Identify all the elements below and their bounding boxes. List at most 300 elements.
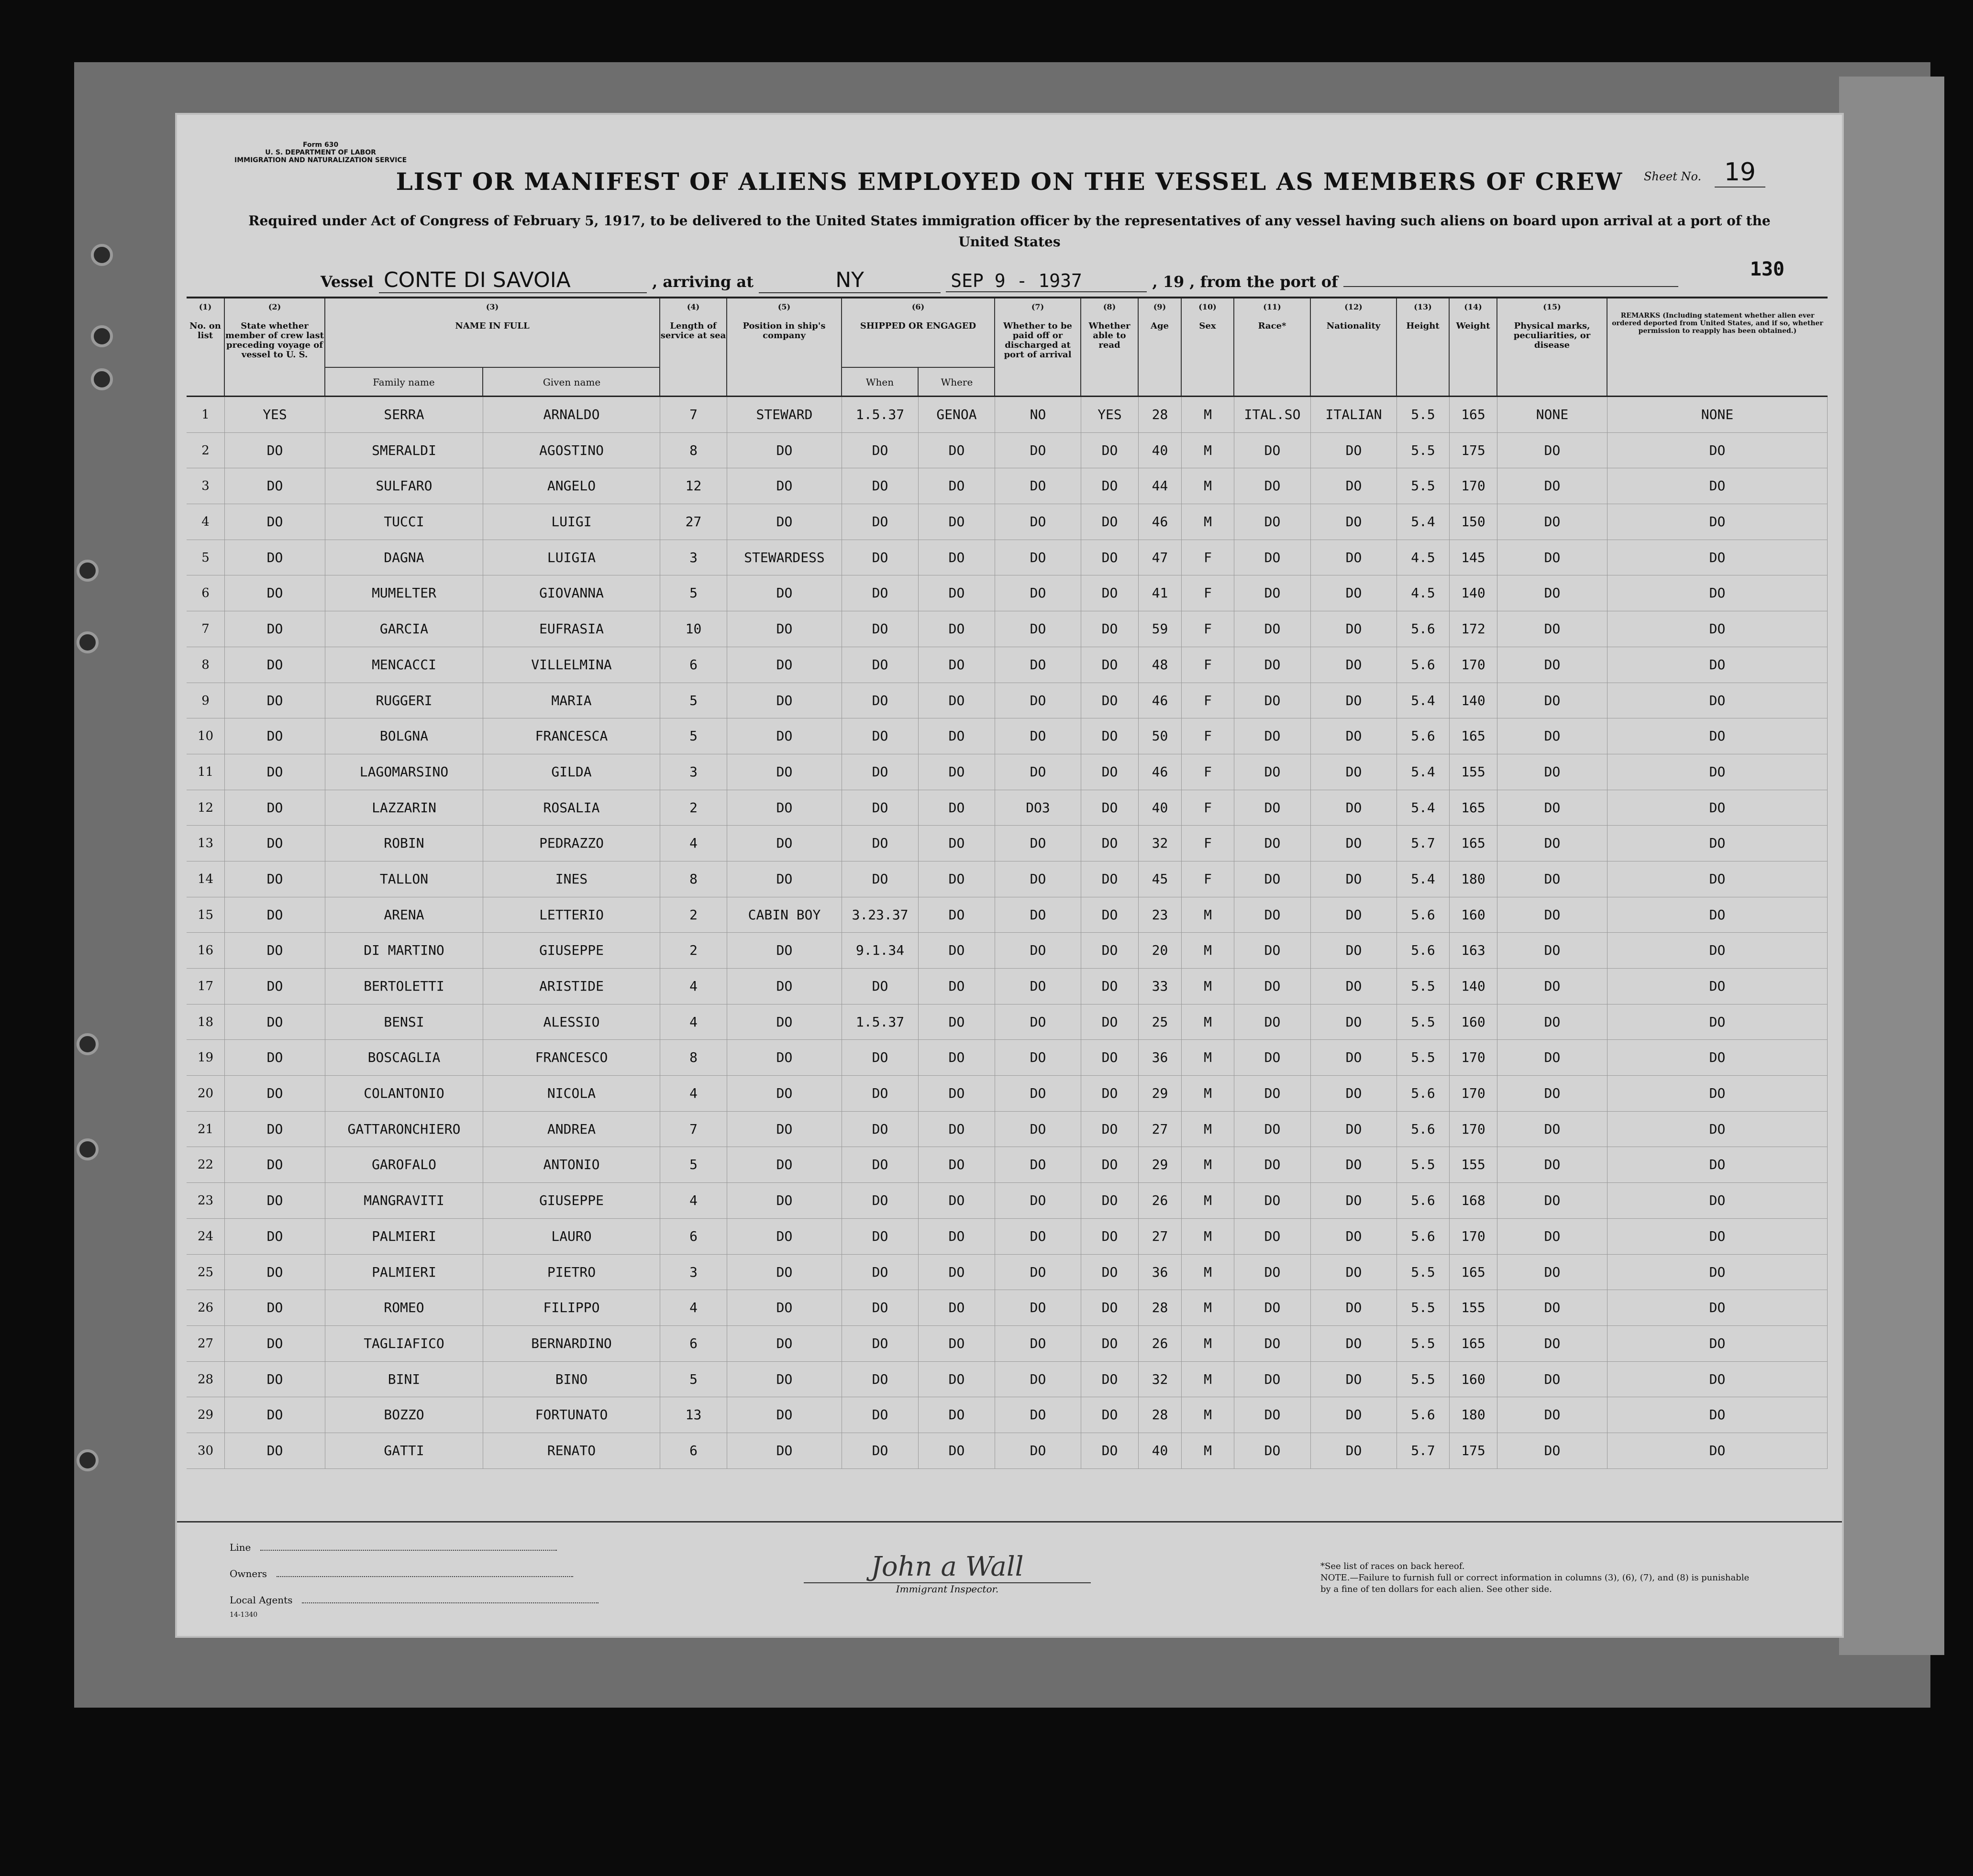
cell-nationality: DO bbox=[1311, 611, 1397, 647]
cell-shipped-where: DO bbox=[919, 933, 995, 968]
cell-position: DO bbox=[727, 504, 842, 540]
footer-notes bbox=[1320, 1561, 1761, 1595]
cell-nationality: DO bbox=[1311, 1183, 1397, 1218]
cell-weight: 165 bbox=[1450, 1255, 1497, 1290]
cell-weight: 170 bbox=[1450, 468, 1497, 504]
cell-age: 28 bbox=[1139, 1290, 1182, 1325]
cell-remarks: DO bbox=[1607, 1219, 1828, 1254]
cell-shipped-when: DO bbox=[842, 1147, 919, 1182]
cell-service-length: 12 bbox=[660, 468, 727, 504]
cell-age: 32 bbox=[1139, 826, 1182, 861]
cell-row-number: 29 bbox=[187, 1397, 225, 1433]
cell-last-voyage: DO bbox=[225, 1112, 325, 1147]
shipped-subheaders bbox=[842, 367, 994, 396]
col-header-height: (13) Height bbox=[1397, 298, 1450, 396]
cell-race: DO bbox=[1234, 1040, 1311, 1075]
cell-row-number: 9 bbox=[187, 683, 225, 718]
cell-row-number: 23 bbox=[187, 1183, 225, 1218]
cell-weight: 170 bbox=[1450, 1076, 1497, 1111]
cell-physical-marks: DO bbox=[1497, 933, 1607, 968]
col-header-weight: (14) Weight bbox=[1450, 298, 1497, 396]
cell-race: DO bbox=[1234, 1326, 1311, 1361]
cell-paid-off: DO bbox=[995, 1397, 1081, 1433]
cell-race: DO bbox=[1234, 611, 1311, 647]
col-header-paid-off: (7) Whether to be paid off or discharged at port of arrival bbox=[995, 298, 1081, 396]
vessel-label: Vessel bbox=[321, 273, 374, 291]
cell-family-name: GATTI bbox=[325, 1433, 483, 1468]
table-row bbox=[187, 611, 1828, 647]
cell-remarks: DO bbox=[1607, 1004, 1828, 1040]
cell-shipped-where: DO bbox=[919, 861, 995, 897]
cell-row-number: 24 bbox=[187, 1219, 225, 1254]
cell-given-name: EUFRASIA bbox=[483, 611, 660, 647]
cell-row-number: 8 bbox=[187, 647, 225, 683]
cell-nationality: DO bbox=[1311, 933, 1397, 968]
cell-given-name: LUIGI bbox=[483, 504, 660, 540]
sheet-label: Sheet No. bbox=[1643, 170, 1702, 183]
cell-given-name: PIETRO bbox=[483, 1255, 660, 1290]
cell-sex: M bbox=[1182, 1362, 1234, 1397]
cell-nationality: DO bbox=[1311, 969, 1397, 1004]
name-subheaders bbox=[325, 367, 659, 396]
cell-race: DO bbox=[1234, 754, 1311, 790]
cell-sex: M bbox=[1182, 1004, 1234, 1040]
cell-paid-off: DO bbox=[995, 611, 1081, 647]
cell-paid-off: DO bbox=[995, 1076, 1081, 1111]
cell-paid-off: DO3 bbox=[995, 790, 1081, 826]
cell-age: 26 bbox=[1139, 1326, 1182, 1361]
cell-physical-marks: DO bbox=[1497, 1362, 1607, 1397]
table-row bbox=[187, 1076, 1828, 1112]
cell-shipped-where: DO bbox=[919, 718, 995, 754]
cell-shipped-when: DO bbox=[842, 1112, 919, 1147]
cell-paid-off: DO bbox=[995, 718, 1081, 754]
cell-age: 36 bbox=[1139, 1255, 1182, 1290]
cell-shipped-where: DO bbox=[919, 540, 995, 575]
table-row bbox=[187, 861, 1828, 897]
cell-position: DO bbox=[727, 1112, 842, 1147]
table-row bbox=[187, 1219, 1828, 1255]
cell-remarks: DO bbox=[1607, 1362, 1828, 1397]
cell-service-length: 6 bbox=[660, 1326, 727, 1361]
cell-shipped-where: DO bbox=[919, 1112, 995, 1147]
cell-row-number: 20 bbox=[187, 1076, 225, 1111]
cell-age: 45 bbox=[1139, 861, 1182, 897]
cell-able-to-read: DO bbox=[1081, 433, 1139, 468]
cell-weight: 172 bbox=[1450, 611, 1497, 647]
cell-weight: 170 bbox=[1450, 1112, 1497, 1147]
cell-position: DO bbox=[727, 933, 842, 968]
cell-age: 28 bbox=[1139, 397, 1182, 432]
cell-shipped-where: DO bbox=[919, 1362, 995, 1397]
cell-race: DO bbox=[1234, 1147, 1311, 1182]
table-header bbox=[187, 297, 1828, 397]
cell-physical-marks: DO bbox=[1497, 468, 1607, 504]
cell-height: 5.6 bbox=[1397, 718, 1450, 754]
cell-service-length: 5 bbox=[660, 718, 727, 754]
cell-shipped-where: DO bbox=[919, 611, 995, 647]
cell-paid-off: DO bbox=[995, 1147, 1081, 1182]
cell-row-number: 14 bbox=[187, 861, 225, 897]
cell-family-name: LAGOMARSINO bbox=[325, 754, 483, 790]
cell-age: 26 bbox=[1139, 1183, 1182, 1218]
cell-position: DO bbox=[727, 826, 842, 861]
cell-height: 5.4 bbox=[1397, 504, 1450, 540]
cell-paid-off: DO bbox=[995, 1183, 1081, 1218]
cell-weight: 145 bbox=[1450, 540, 1497, 575]
cell-height: 5.6 bbox=[1397, 1219, 1450, 1254]
cell-weight: 160 bbox=[1450, 1004, 1497, 1040]
cell-last-voyage: DO bbox=[225, 1362, 325, 1397]
cell-able-to-read: DO bbox=[1081, 1362, 1139, 1397]
cell-family-name: BOZZO bbox=[325, 1397, 483, 1433]
cell-nationality: DO bbox=[1311, 683, 1397, 718]
cell-given-name: LAURO bbox=[483, 1219, 660, 1254]
cell-shipped-when: DO bbox=[842, 1290, 919, 1325]
cell-able-to-read: DO bbox=[1081, 754, 1139, 790]
cell-service-length: 13 bbox=[660, 1397, 727, 1433]
col-header-able-to-read: (8) Whether able to read bbox=[1081, 298, 1139, 396]
punch-hole bbox=[77, 631, 99, 653]
cell-sex: M bbox=[1182, 1219, 1234, 1254]
form-number: Form 630 bbox=[302, 141, 339, 149]
cell-family-name: SULFARO bbox=[325, 468, 483, 504]
cell-race: DO bbox=[1234, 718, 1311, 754]
cell-given-name: INES bbox=[483, 861, 660, 897]
col-header-service-length: (4) Length of service at sea bbox=[660, 298, 727, 396]
punch-hole bbox=[91, 325, 113, 347]
cell-height: 5.4 bbox=[1397, 754, 1450, 790]
cell-physical-marks: NONE bbox=[1497, 397, 1607, 432]
cell-remarks: DO bbox=[1607, 1255, 1828, 1290]
cell-remarks: DO bbox=[1607, 1040, 1828, 1075]
cell-height: 5.7 bbox=[1397, 1433, 1450, 1468]
col-header-remarks: REMARKS (Including statement whether alien ever ordered deported from United States, and if so, whether permission to reapply has been obtained.) bbox=[1612, 312, 1823, 335]
cell-given-name: RENATO bbox=[483, 1433, 660, 1468]
cell-height: 5.6 bbox=[1397, 647, 1450, 683]
cell-age: 28 bbox=[1139, 1397, 1182, 1433]
cell-weight: 180 bbox=[1450, 1397, 1497, 1433]
cell-shipped-when: 3.23.37 bbox=[842, 897, 919, 933]
from-port-value bbox=[1343, 286, 1678, 287]
cell-nationality: DO bbox=[1311, 504, 1397, 540]
cell-row-number: 22 bbox=[187, 1147, 225, 1182]
cell-able-to-read: DO bbox=[1081, 1290, 1139, 1325]
cell-remarks: DO bbox=[1607, 683, 1828, 718]
cell-height: 5.6 bbox=[1397, 1397, 1450, 1433]
cell-family-name: GAROFALO bbox=[325, 1147, 483, 1182]
cell-age: 46 bbox=[1139, 683, 1182, 718]
table-row bbox=[187, 933, 1828, 969]
from-port-label: , from the port of bbox=[1189, 273, 1338, 291]
cell-service-length: 3 bbox=[660, 754, 727, 790]
cell-row-number: 11 bbox=[187, 754, 225, 790]
cell-shipped-when: 9.1.34 bbox=[842, 933, 919, 968]
cell-nationality: DO bbox=[1311, 1362, 1397, 1397]
cell-position: CABIN BOY bbox=[727, 897, 842, 933]
arrival-date-stamp: SEP 9 - 1937 bbox=[946, 270, 1147, 292]
cell-paid-off: DO bbox=[995, 468, 1081, 504]
cell-shipped-where: DO bbox=[919, 754, 995, 790]
cell-paid-off: NO bbox=[995, 397, 1081, 432]
cell-height: 5.5 bbox=[1397, 1362, 1450, 1397]
cell-last-voyage: DO bbox=[225, 647, 325, 683]
cell-remarks: DO bbox=[1607, 1326, 1828, 1361]
cell-age: 48 bbox=[1139, 647, 1182, 683]
cell-able-to-read: DO bbox=[1081, 1040, 1139, 1075]
cell-service-length: 6 bbox=[660, 1433, 727, 1468]
cell-weight: 165 bbox=[1450, 718, 1497, 754]
cell-shipped-where: DO bbox=[919, 468, 995, 504]
cell-race: DO bbox=[1234, 683, 1311, 718]
cell-able-to-read: DO bbox=[1081, 861, 1139, 897]
cell-race: DO bbox=[1234, 1004, 1311, 1040]
cell-race: DO bbox=[1234, 790, 1311, 826]
cell-paid-off: DO bbox=[995, 826, 1081, 861]
cell-family-name: TAGLIAFICO bbox=[325, 1326, 483, 1361]
cell-age: 25 bbox=[1139, 1004, 1182, 1040]
cell-row-number: 10 bbox=[187, 718, 225, 754]
cell-sex: F bbox=[1182, 826, 1234, 861]
cell-remarks: DO bbox=[1607, 897, 1828, 933]
cell-service-length: 3 bbox=[660, 1255, 727, 1290]
cell-remarks: DO bbox=[1607, 504, 1828, 540]
cell-race: DO bbox=[1234, 504, 1311, 540]
cell-position: DO bbox=[727, 433, 842, 468]
cell-height: 5.4 bbox=[1397, 861, 1450, 897]
cell-last-voyage: DO bbox=[225, 433, 325, 468]
cell-sex: F bbox=[1182, 575, 1234, 611]
cell-race: DO bbox=[1234, 433, 1311, 468]
cell-remarks: DO bbox=[1607, 826, 1828, 861]
cell-race: DO bbox=[1234, 1255, 1311, 1290]
col-header-shipped: (6) SHIPPED OR ENGAGED When Where bbox=[842, 298, 995, 396]
cell-race: DO bbox=[1234, 540, 1311, 575]
service-name: IMMIGRATION AND NATURALIZATION SERVICE bbox=[234, 156, 407, 164]
cell-given-name: PEDRAZZO bbox=[483, 826, 660, 861]
cell-given-name: MARIA bbox=[483, 683, 660, 718]
cell-age: 46 bbox=[1139, 754, 1182, 790]
cell-row-number: 2 bbox=[187, 433, 225, 468]
manifest-footer bbox=[177, 1521, 1842, 1636]
cell-nationality: DO bbox=[1311, 468, 1397, 504]
cell-age: 29 bbox=[1139, 1147, 1182, 1182]
cell-weight: 170 bbox=[1450, 647, 1497, 683]
cell-paid-off: DO bbox=[995, 575, 1081, 611]
cell-sex: F bbox=[1182, 611, 1234, 647]
cell-row-number: 5 bbox=[187, 540, 225, 575]
cell-row-number: 3 bbox=[187, 468, 225, 504]
table-row bbox=[187, 897, 1828, 933]
table-row bbox=[187, 1326, 1828, 1362]
cell-nationality: DO bbox=[1311, 790, 1397, 826]
cell-shipped-when: DO bbox=[842, 969, 919, 1004]
cell-weight: 163 bbox=[1450, 933, 1497, 968]
cell-sex: M bbox=[1182, 504, 1234, 540]
cell-weight: 140 bbox=[1450, 683, 1497, 718]
cell-race: DO bbox=[1234, 1076, 1311, 1111]
cell-row-number: 25 bbox=[187, 1255, 225, 1290]
cell-shipped-where: DO bbox=[919, 1255, 995, 1290]
cell-physical-marks: DO bbox=[1497, 540, 1607, 575]
cell-remarks: DO bbox=[1607, 1433, 1828, 1468]
cell-service-length: 3 bbox=[660, 540, 727, 575]
cell-given-name: VILLELMINA bbox=[483, 647, 660, 683]
cell-service-length: 8 bbox=[660, 433, 727, 468]
cell-row-number: 6 bbox=[187, 575, 225, 611]
cell-service-length: 4 bbox=[660, 1004, 727, 1040]
cell-weight: 180 bbox=[1450, 861, 1497, 897]
cell-row-number: 28 bbox=[187, 1362, 225, 1397]
cell-physical-marks: DO bbox=[1497, 1040, 1607, 1075]
cell-remarks: DO bbox=[1607, 647, 1828, 683]
cell-height: 5.5 bbox=[1397, 1326, 1450, 1361]
cell-shipped-when: DO bbox=[842, 1040, 919, 1075]
cell-service-length: 5 bbox=[660, 1362, 727, 1397]
cell-nationality: DO bbox=[1311, 1255, 1397, 1290]
cell-position: DO bbox=[727, 1147, 842, 1182]
arriving-label: , arriving at bbox=[652, 273, 754, 291]
cell-shipped-where: DO bbox=[919, 1147, 995, 1182]
punch-hole bbox=[91, 244, 113, 266]
cell-shipped-when: DO bbox=[842, 540, 919, 575]
cell-weight: 150 bbox=[1450, 504, 1497, 540]
cell-able-to-read: DO bbox=[1081, 1433, 1139, 1468]
cell-nationality: DO bbox=[1311, 1290, 1397, 1325]
cell-family-name: TUCCI bbox=[325, 504, 483, 540]
cell-physical-marks: DO bbox=[1497, 1076, 1607, 1111]
cell-paid-off: DO bbox=[995, 683, 1081, 718]
cell-remarks: DO bbox=[1607, 1147, 1828, 1182]
cell-position: DO bbox=[727, 1326, 842, 1361]
cell-able-to-read: DO bbox=[1081, 969, 1139, 1004]
cell-service-length: 5 bbox=[660, 575, 727, 611]
cell-given-name: BERNARDINO bbox=[483, 1326, 660, 1361]
cell-row-number: 4 bbox=[187, 504, 225, 540]
cell-last-voyage: DO bbox=[225, 718, 325, 754]
cell-row-number: 17 bbox=[187, 969, 225, 1004]
table-row bbox=[187, 575, 1828, 611]
cell-position: STEWARDESS bbox=[727, 540, 842, 575]
cell-paid-off: DO bbox=[995, 504, 1081, 540]
cell-shipped-when: DO bbox=[842, 1362, 919, 1397]
cell-race: DO bbox=[1234, 861, 1311, 897]
cell-physical-marks: DO bbox=[1497, 611, 1607, 647]
cell-position: DO bbox=[727, 1004, 842, 1040]
cell-row-number: 13 bbox=[187, 826, 225, 861]
col-header-age: (9) Age bbox=[1139, 298, 1182, 396]
cell-height: 4.5 bbox=[1397, 540, 1450, 575]
cell-shipped-where: DO bbox=[919, 575, 995, 611]
cell-shipped-when: DO bbox=[842, 1183, 919, 1218]
cell-remarks: DO bbox=[1607, 1076, 1828, 1111]
cell-paid-off: DO bbox=[995, 861, 1081, 897]
cell-physical-marks: DO bbox=[1497, 1004, 1607, 1040]
cell-last-voyage: DO bbox=[225, 1326, 325, 1361]
cell-shipped-where: DO bbox=[919, 897, 995, 933]
cell-family-name: RUGGERI bbox=[325, 683, 483, 718]
cell-remarks: DO bbox=[1607, 1397, 1828, 1433]
cell-nationality: DO bbox=[1311, 1040, 1397, 1075]
cell-shipped-where: DO bbox=[919, 504, 995, 540]
col-header-no: (1) No. on list bbox=[187, 298, 225, 396]
table-row bbox=[187, 540, 1828, 576]
cell-shipped-where: DO bbox=[919, 1076, 995, 1111]
cell-age: 41 bbox=[1139, 575, 1182, 611]
cell-last-voyage: DO bbox=[225, 969, 325, 1004]
cell-last-voyage: DO bbox=[225, 1433, 325, 1468]
cell-able-to-read: DO bbox=[1081, 718, 1139, 754]
cell-sex: M bbox=[1182, 1112, 1234, 1147]
cell-height: 5.4 bbox=[1397, 790, 1450, 826]
cell-row-number: 21 bbox=[187, 1112, 225, 1147]
table-row bbox=[187, 647, 1828, 683]
cell-shipped-when: DO bbox=[842, 1326, 919, 1361]
cell-weight: 170 bbox=[1450, 1040, 1497, 1075]
cell-weight: 155 bbox=[1450, 754, 1497, 790]
cell-height: 5.4 bbox=[1397, 683, 1450, 718]
cell-race: DO bbox=[1234, 933, 1311, 968]
cell-weight: 170 bbox=[1450, 1219, 1497, 1254]
cell-shipped-where: DO bbox=[919, 1183, 995, 1218]
cell-race: DO bbox=[1234, 1183, 1311, 1218]
cell-family-name: BERTOLETTI bbox=[325, 969, 483, 1004]
cell-shipped-where: DO bbox=[919, 1219, 995, 1254]
cell-family-name: MUMELTER bbox=[325, 575, 483, 611]
punch-hole bbox=[77, 560, 99, 582]
cell-sex: M bbox=[1182, 433, 1234, 468]
cell-service-length: 27 bbox=[660, 504, 727, 540]
cell-row-number: 27 bbox=[187, 1326, 225, 1361]
cell-age: 59 bbox=[1139, 611, 1182, 647]
cell-nationality: DO bbox=[1311, 1433, 1397, 1468]
cell-last-voyage: DO bbox=[225, 504, 325, 540]
table-row bbox=[187, 1290, 1828, 1326]
cell-age: 27 bbox=[1139, 1112, 1182, 1147]
cell-sex: F bbox=[1182, 754, 1234, 790]
cell-shipped-where: DO bbox=[919, 1004, 995, 1040]
cell-last-voyage: DO bbox=[225, 1183, 325, 1218]
cell-remarks: NONE bbox=[1607, 397, 1828, 432]
col-header-nationality: (12) Nationality bbox=[1311, 298, 1397, 396]
cell-last-voyage: DO bbox=[225, 468, 325, 504]
cell-paid-off: DO bbox=[995, 933, 1081, 968]
cell-given-name: ANTONIO bbox=[483, 1147, 660, 1182]
col-header-physical-marks: (15) Physical marks, peculiarities, or disease bbox=[1497, 298, 1607, 396]
cell-shipped-when: DO bbox=[842, 790, 919, 826]
table-row bbox=[187, 754, 1828, 790]
vessel-name: CONTE DI SAVOIA bbox=[379, 268, 647, 293]
table-row bbox=[187, 1147, 1828, 1183]
cell-age: 50 bbox=[1139, 718, 1182, 754]
cell-paid-off: DO bbox=[995, 1326, 1081, 1361]
cell-age: 32 bbox=[1139, 1362, 1182, 1397]
cell-height: 4.5 bbox=[1397, 575, 1450, 611]
cell-given-name: ANDREA bbox=[483, 1112, 660, 1147]
table-row bbox=[187, 969, 1828, 1004]
cell-height: 5.5 bbox=[1397, 1255, 1450, 1290]
cell-age: 40 bbox=[1139, 790, 1182, 826]
table-row bbox=[187, 790, 1828, 826]
cell-service-length: 8 bbox=[660, 1040, 727, 1075]
cell-last-voyage: DO bbox=[225, 1219, 325, 1254]
cell-weight: 155 bbox=[1450, 1290, 1497, 1325]
cell-nationality: DO bbox=[1311, 754, 1397, 790]
cell-weight: 175 bbox=[1450, 1433, 1497, 1468]
cell-height: 5.5 bbox=[1397, 397, 1450, 432]
manifest-page bbox=[177, 115, 1842, 1636]
cell-row-number: 26 bbox=[187, 1290, 225, 1325]
